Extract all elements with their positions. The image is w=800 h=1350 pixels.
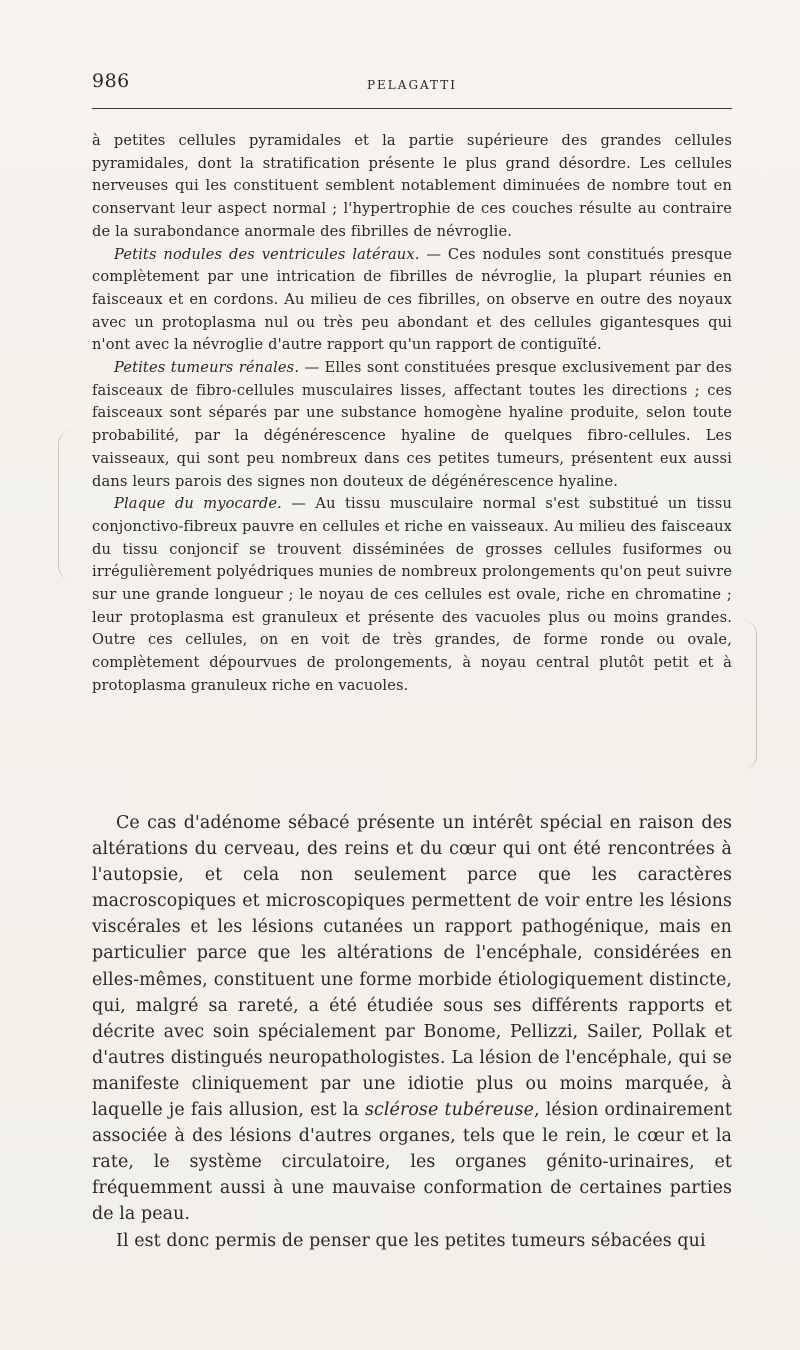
margin-mark-left <box>58 430 73 580</box>
paragraph-myocardium-plaque <box>92 493 732 697</box>
paragraph-text: Ce cas d'adénome sébacé présente un intérêt spécial en raison des altérations du cerveau, des reins et du cœur qui ont été rencontrées à l'autopsie, et cela non seulement parce que les caractères macroscopiques et microscopiques permettent de voir entre les lésions viscérales et les lésions cutanées un rapport pathogénique, mais en particulier parce que les altérations de l'encéphale, considérées en elles-mêmes, constituent une forme morbide étiologiquement distincte, qui, malgré sa rareté, a été étudiée sous ses différents rapports et décrite avec soin spécialement par Bonome, Pellizzi, Sailer, Pollak et d'autres distingués neuropathologistes. La lésion de l'encéphale, qui se manifeste cliniquement par une idiotie plus ou moins marquée, à laquelle je fais allusion, est la <box>92 813 732 1121</box>
section-title-renal-tumors: Petites tumeurs rénales. <box>114 359 300 377</box>
page-number: 986 <box>92 70 130 92</box>
paragraph-text: — Au tissu musculaire normal s'est substitué un tissu conjonctivo-fibreux pauvre en cellules et riche en vaisseaux. Au milieu des faisceaux du tissu conjoncif se trouvent disséminées de grosses cellules fusiformes ou irrégulièrement polyédriques munies de nombreux prolongements qu'on peut suivre sur une grande longueur ; le noyau de ces cellules est ovale, riche en chromatine ; leur protoplasma est granuleux et présente des vacuoles plus ou moins grandes. Outre ces cellules, on en voit de très grandes, de forme ronde ou ovale, complètement dépourvues de prolongements, à noyau central plutôt petit et à protoplasma granuleux riche en vacuoles. <box>92 495 732 694</box>
paragraph-ventricular-nodules <box>92 244 732 358</box>
paragraph-text: , lésion ordinairement associée à des lésions d'autres organes, tels que le rein, le cœur et la rate, le système circulatoire, les organes génito-urinaires, et fréquemment aussi à une mauvaise conformation de certaines parties de la peau. <box>92 1100 732 1225</box>
page-header <box>92 70 732 100</box>
paragraph-text: — Ces nodules sont constitués presque complètement par une intrication de fibrilles de névroglie, la plupart réunies en faisceaux et en cordons. Au milieu de ces fibrilles, on observe en outre des noyaux avec un protoplasma nul ou très peu abondant et des cellules gigantesques qui n'ont avec la névroglie d'autre rapport qu'un rapport de contiguïté. <box>92 245 732 354</box>
paragraph-conclusion-start: Il est donc permis de penser que les petites tumeurs sébacées qui <box>116 1230 706 1251</box>
header-rule <box>92 108 732 109</box>
italic-term: sclérose tubéreuse <box>365 1100 535 1121</box>
section-title-ventricular-nodules: Petits nodules des ventricules latéraux. <box>114 245 420 263</box>
paragraph-renal-tumors <box>92 357 732 493</box>
small-print-section <box>92 130 732 698</box>
running-head: PELAGATTI <box>366 78 458 92</box>
paragraph-text: — Elles sont constituées presque exclusivement par des faisceaux de fibro-cellules musculaires lisses, affectant toutes les directions ; ces faisceaux sont séparés par une substance homogène hyaline produite, selon toute probabilité, par la dégénérescence hyaline de quelques fibro-cellules. Les vaisseaux, qui sont peu nombreux dans ces petites tumeurs, présentent eux aussi dans leurs parois des signes non douteux de dégénérescence hyaline. <box>92 359 732 490</box>
section-title-myocardium-plaque: Plaque du myocarde. <box>114 495 282 513</box>
margin-mark-right <box>742 620 757 770</box>
paragraph-discussion <box>92 810 732 1228</box>
main-text-section <box>92 810 732 1254</box>
paragraph-continuation: à petites cellules pyramidales et la partie supérieure des grandes cellules pyramidales, dont la stratification présente le plus grand désordre. Les cellules nerveuses qui les constituent semblent notablement diminuées de nombre tout en conservant leur aspect normal ; l'hypertrophie de ces couches résulte au contraire de la surabondance anormale des fibrilles de névroglie. <box>92 132 732 240</box>
